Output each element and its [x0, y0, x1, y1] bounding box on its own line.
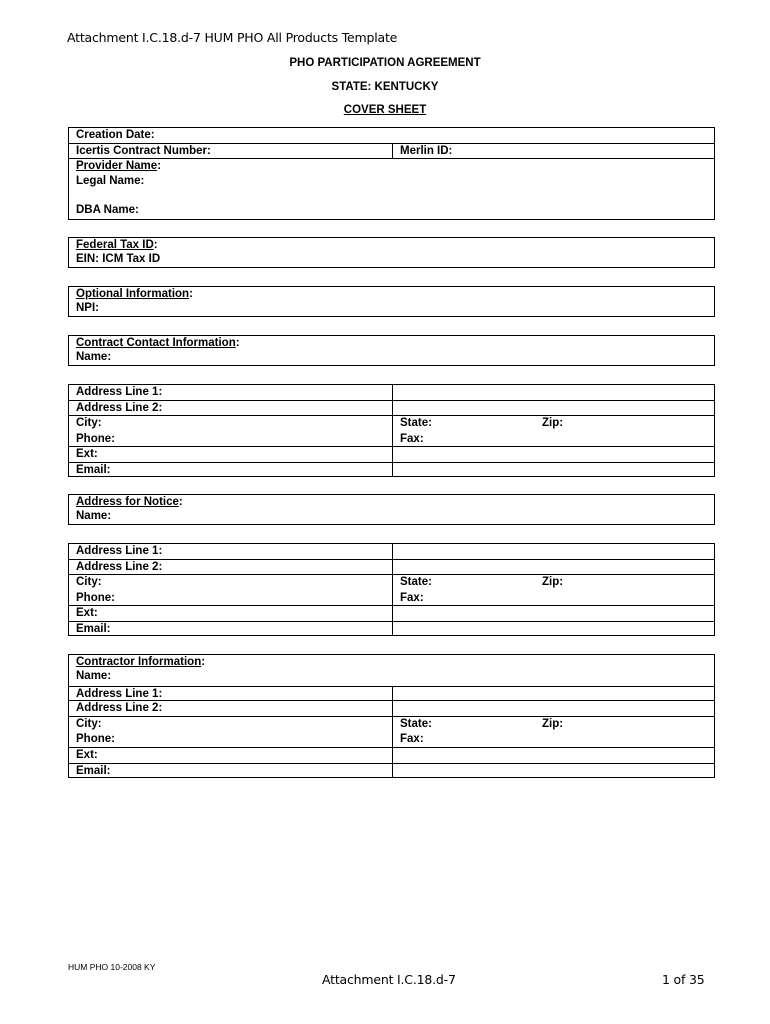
email-label: Email:: [76, 764, 111, 777]
dba-name-label: DBA Name:: [76, 204, 139, 216]
cover-sheet-heading: COVER SHEET: [343, 104, 427, 116]
state-label: State:: [400, 417, 432, 429]
zip-label: Zip:: [542, 576, 564, 588]
city-label: City:: [76, 417, 102, 429]
footer-attachment: Attachment I.C.18.d-7: [322, 972, 456, 987]
icertis-contract-label: Icertis Contract Number:: [76, 144, 211, 157]
address-row: [69, 575, 714, 591]
address-row: [69, 686, 714, 702]
phone-label: Phone:: [76, 733, 115, 745]
address-row: [69, 560, 714, 576]
phone-label: Phone:: [76, 591, 115, 604]
address-line2-label: Address Line 2:: [76, 702, 163, 714]
fax-label: Fax:: [392, 732, 714, 747]
email-label: Email:: [76, 623, 111, 635]
address-row: [69, 544, 714, 560]
notice-name-label: Name:: [76, 510, 112, 522]
provider-name-label: Provider Name: [76, 160, 158, 172]
address-row: [69, 606, 714, 622]
federal-tax-box: Federal Tax ID: EIN: ICM Tax ID: [68, 237, 715, 268]
contact-name-label: Name:: [76, 351, 112, 363]
page-number: 1 of 35: [662, 972, 705, 987]
optional-info-box: Optional Information: NPI:: [68, 286, 715, 317]
ext-label: Ext:: [76, 448, 98, 460]
fax-label: Fax:: [392, 591, 714, 606]
ext-label: Ext:: [76, 607, 98, 619]
city-label: City:: [76, 717, 102, 730]
state-line: STATE: KENTUCKY: [331, 81, 439, 93]
notice-address-table: [68, 543, 715, 636]
address-row: [69, 462, 714, 477]
address-line1-label: Address Line 1:: [76, 386, 163, 398]
contractor-info-label: Contractor Information: [76, 656, 202, 668]
npi-label: NPI:: [76, 302, 99, 314]
creation-date-label: Creation Date:: [76, 129, 155, 141]
optional-info-label: Optional Information: [76, 288, 190, 300]
address-row: [69, 447, 714, 463]
legal-name-label: Legal Name:: [76, 175, 145, 187]
address-notice-label: Address for Notice: [76, 496, 179, 508]
state-label: State:: [400, 576, 432, 588]
federal-tax-id-label: Federal Tax ID: [76, 239, 154, 251]
agreement-title: PHO PARTICIPATION AGREEMENT: [289, 57, 481, 69]
fax-label: Fax:: [392, 432, 714, 447]
email-label: Email:: [76, 464, 111, 476]
address-row: [69, 732, 714, 748]
address-row: [69, 763, 714, 778]
ein-label: EIN: ICM Tax ID: [76, 253, 161, 265]
address-row: [69, 385, 714, 401]
address-line1-label: Address Line 1:: [76, 687, 163, 700]
address-row: [69, 416, 714, 432]
ext-label: Ext:: [76, 748, 98, 761]
merlin-id-label: Merlin ID:: [392, 144, 714, 159]
address-row: [69, 701, 714, 717]
address-row: [69, 591, 714, 607]
phone-label: Phone:: [76, 432, 115, 445]
state-label: State:: [400, 717, 432, 730]
contractor-info-table: Contractor Information: Name: Address Line 1: Address Line 2: City: State: Zip: Phone: Fax: Ext: Email:: [68, 654, 715, 778]
contact-address-table: [68, 384, 715, 477]
address-row: [69, 717, 714, 733]
contractor-name-label: Name:: [76, 670, 112, 682]
address-line1-label: Address Line 1:: [76, 545, 163, 557]
address-line2-label: Address Line 2:: [76, 560, 163, 573]
address-row: [69, 621, 714, 636]
contract-number-row: [69, 144, 714, 160]
zip-label: Zip:: [542, 717, 564, 730]
address-notice-box: Address for Notice: Name:: [68, 494, 715, 525]
address-line2-label: Address Line 2:: [76, 401, 163, 414]
address-row: [69, 748, 714, 764]
form-code: HUM PHO 10-2008 KY: [68, 962, 156, 972]
zip-label: Zip:: [542, 417, 564, 429]
document-header: Attachment I.C.18.d-7 HUM PHO All Products Template: [67, 30, 398, 45]
contract-contact-label: Contract Contact Information: [76, 337, 236, 349]
creation-date-row: [69, 128, 714, 144]
address-row: [69, 401, 714, 417]
city-label: City:: [76, 576, 102, 588]
contract-contact-box: Contract Contact Information: Name:: [68, 335, 715, 366]
provider-info-box: Creation Date: Icertis Contract Number: Merlin ID: Provider Name: Legal Name: DBA Name:: [68, 127, 715, 220]
address-row: [69, 432, 714, 448]
